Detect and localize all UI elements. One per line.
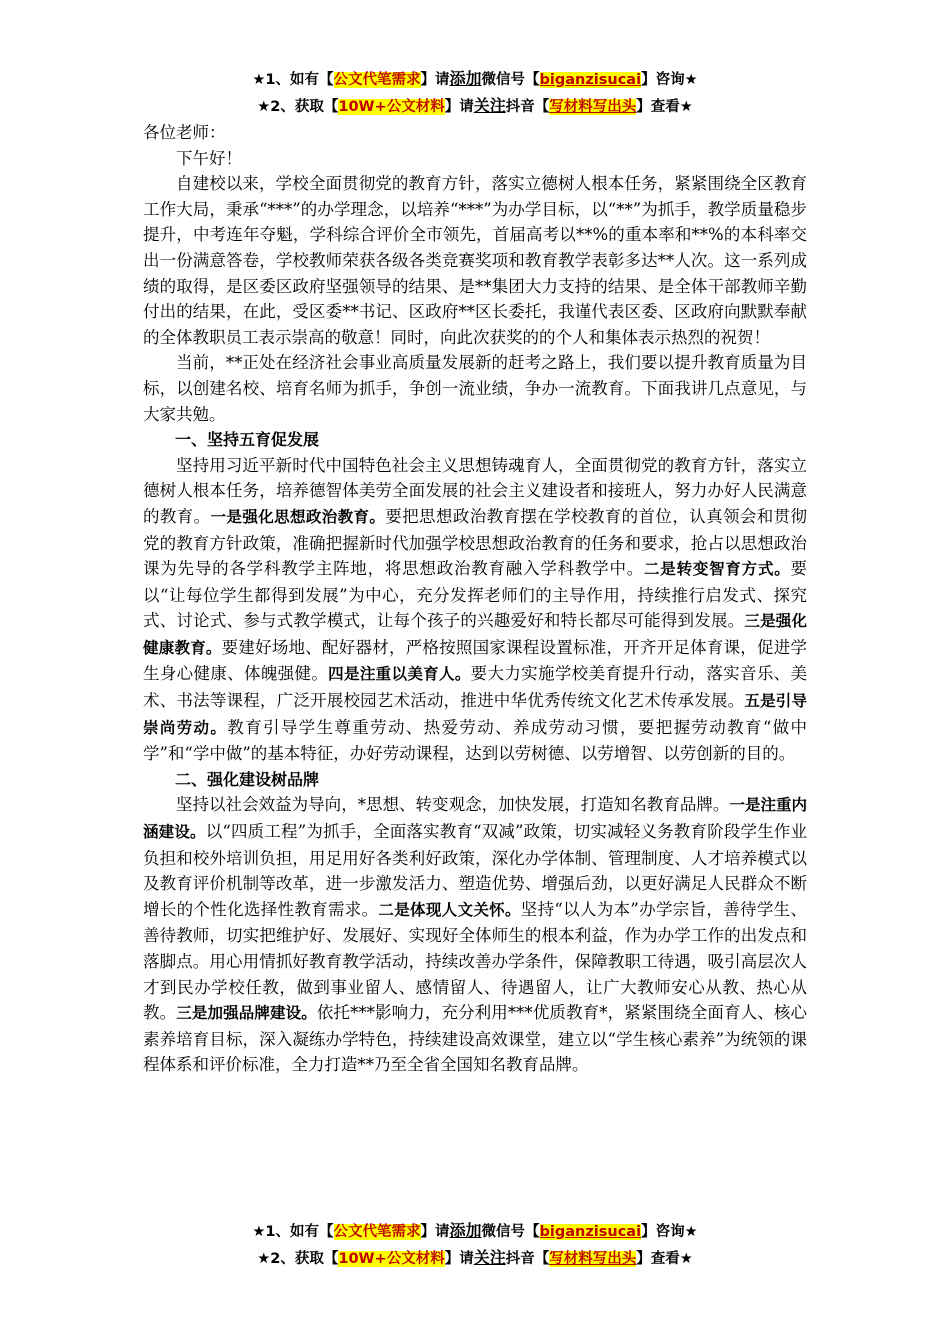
- wechat-id: biganzisucai: [539, 72, 642, 88]
- banner-line-2: ★2、获取【10W+公文材料】请关注抖音【写材料写出头】查看★: [257, 96, 693, 115]
- paragraph-intro: 自建校以来，学校全面贯彻党的教育方针，落实立德树人根本任务，紧紧围绕全区教育工作大局，秉承“***”的办学理念，以培养“***”为办学目标，以“**”为抓手，教学质量稳步提升，中考连年夺魁，学科综合评价全市领先，首届高考以**%的重本率和**%的本科率交出一份满意答卷，学校教师荣获各级各类竞赛奖项和教育教学表彰多达**人次。这一系列成绩的取得，是区委区政府坚强领导的结果、是**集团大力支持的结果、是全体干部教师辛勤付出的结果，在此，受区委**书记、区政府**区长委托，我谨代表区委、区政府向默默奉献的全体教职员工表示崇高的敬意！同时，向此次获奖的的个人和集体表示热烈的祝贺！: [143, 174, 807, 347]
- highlight-service: 公文代笔需求: [333, 72, 421, 88]
- star-icon: ★: [257, 1251, 271, 1267]
- star-icon: ★: [257, 99, 271, 115]
- section-heading-2: 二、强化建设树品牌: [175, 769, 320, 789]
- star-icon: ★: [252, 1224, 266, 1240]
- footer-banner: [143, 1218, 807, 1272]
- salutation: 各位老师：: [143, 123, 226, 142]
- star-icon: ★: [252, 72, 266, 88]
- paragraph-brand: 坚持以社会效益为导向，*思想、转变观念，加快发展，打造知名教育品牌。一是注重内涵建设。以“四质工程”为抓手，全面落实教育“双减”政策，切实减轻义务教育阶段学生作业负担和校外培训负担，用足用好各类利好政策，深化办学体制、管理制度、人才培养模式以及教育评价机制等改革，进一步激发活力、塑造优势、增强后劲，以更好满足人民群众不断增长的个性化选择性教育需求。二是体现人文关怀。坚持“以人为本”办学宗旨，善待学生、善待教师，切实把维护好、发展好、实现好全体师生的根本利益，作为办学工作的出发点和落脚点。用心用情抓好教育教学活动，持续改善办学条件，保障教职工待遇，吸引高层次人才到民办学校任教，做到事业留人、感情留人、待遇留人，让广大教师安心从教、热心从教。三是加强品牌建设。依托***影响力，充分利用***优质教育*，紧紧围绕全面育人、核心素养培育目标，深入凝练办学特色，持续建设高效课堂，建立以“学生核心素养”为统领的课程体系和评价标准，全力打造**乃至全省全国知名教育品牌。: [143, 795, 807, 1075]
- section-heading-1: 一、坚持五育促发展: [175, 430, 320, 450]
- footer-banner-line-1: ★1、如有【公文代笔需求】请添加微信号【biganzisucai】咨询★: [252, 1221, 698, 1240]
- paragraph-current: 当前，**正处在经济社会事业高质量发展新的赶考之路上，我们要以提升教育质量为目标，以创建名校、培育名师为抓手，争创一流业绩，争办一流教育。下面我讲几点意见，与大家共勉。: [143, 353, 807, 424]
- paragraph-five-education: 坚持用习近平新时代中国特色社会主义思想铸魂育人，全面贯彻党的教育方针，落实立德树人根本任务，培养德智体美劳全面发展的社会主义建设者和接班人，努力办好人民满意的教育。一是强化思想政治教育。要把思想政治教育摆在学校教育的首位，认真领会和贯彻党的教育方针政策，准确把握新时代加强学校思想政治教育的任务和要求，抢占以思想政治课为先导的各学科教学主阵地，将思想政治教育融入学科教学中。二是转变智育方式。要以“让每位学生都得到发展”为中心，充分发挥老师们的主导作用，持续推行启发式、探究式、讨论式、参与式教学模式，让每个孩子的兴趣爱好和特长都尽可能得到发展。三是强化健康教育。要建好场地、配好器材，严格按照国家课程设置标准，开齐开足体育课，促进学生身心健康、体魄强健。四是注重以美育人。要大力实施学校美育提升行动，落实音乐、美术、书法等课程，广泛开展校园艺术活动，推进中华优秀传统文化艺术传承发展。五是引导崇尚劳动。教育引导学生尊重劳动、热爱劳动、养成劳动习惯，要把握劳动教育“做中学”和“学中做”的基本特征，办好劳动课程，达到以劳树德、以劳增智、以劳创新的目的。: [143, 455, 808, 764]
- banner-line-1: ★1、如有【公文代笔需求】请添加微信号【biganzisucai】咨询★: [252, 69, 698, 88]
- greeting: 下午好！: [176, 148, 242, 168]
- highlight-materials: 10W+公文材料: [338, 99, 445, 115]
- footer-banner-line-2: ★2、获取【10W+公文材料】请关注抖音【写材料写出头】查看★: [257, 1248, 693, 1267]
- douyin-account: 写材料写出头: [549, 99, 637, 115]
- document-page: [143, 66, 807, 1078]
